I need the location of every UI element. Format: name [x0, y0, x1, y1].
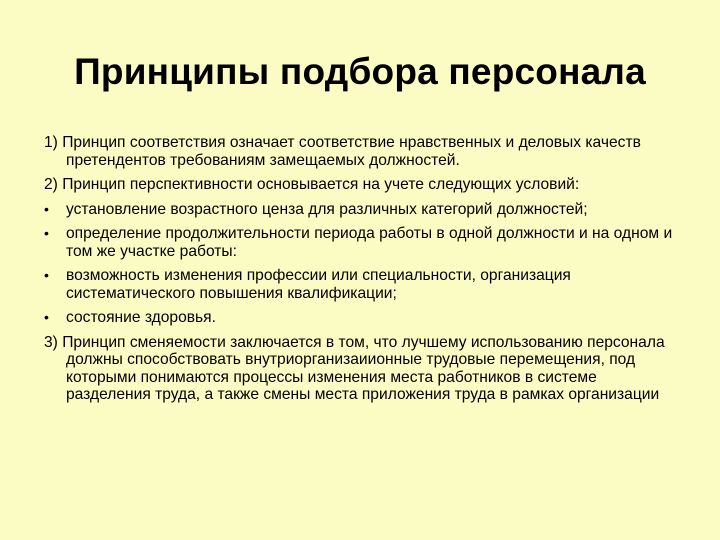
bullet-item — [44, 267, 684, 302]
bullet-text: возможность изменения профессии или специальности, организация систематического повышения квалификации; — [66, 267, 571, 302]
bullet-item — [44, 201, 684, 219]
paragraph-principle-3: 3) Принцип сменяемости заключается в том, что лучшему использованию персонала должны способствовать внутриорганизаиионные трудовые перемещения, под которыми понимаются процессы изменения места работников в системе разделения труда, а также смены места приложения труда в рамках организации — [44, 333, 665, 403]
bullet-marker: • — [44, 309, 49, 325]
bullet-text: установление возрастного ценза для различных категорий должностей; — [66, 200, 588, 218]
bullet-item — [44, 309, 684, 327]
bullet-marker: • — [44, 267, 49, 283]
bullet-marker: • — [44, 225, 49, 241]
paragraph-principle-1: 1) Принцип соответствия означает соответствие нравственных и деловых качеств претендентов требованиям замещаемых должностей. — [44, 134, 641, 169]
bullet-item — [44, 225, 684, 260]
bullet-text: состояние здоровья. — [66, 309, 216, 326]
slide-title: Принципы подбора персонала — [74, 51, 646, 92]
bullet-marker: • — [44, 200, 49, 217]
slide-body — [44, 134, 684, 411]
paragraph-principle-2: 2) Принцип перспективности основывается на учете следующих условий: — [44, 176, 580, 193]
bullet-text: определение продолжительности периода работы в одной должности и на одном и том же участке работы: — [66, 225, 673, 260]
